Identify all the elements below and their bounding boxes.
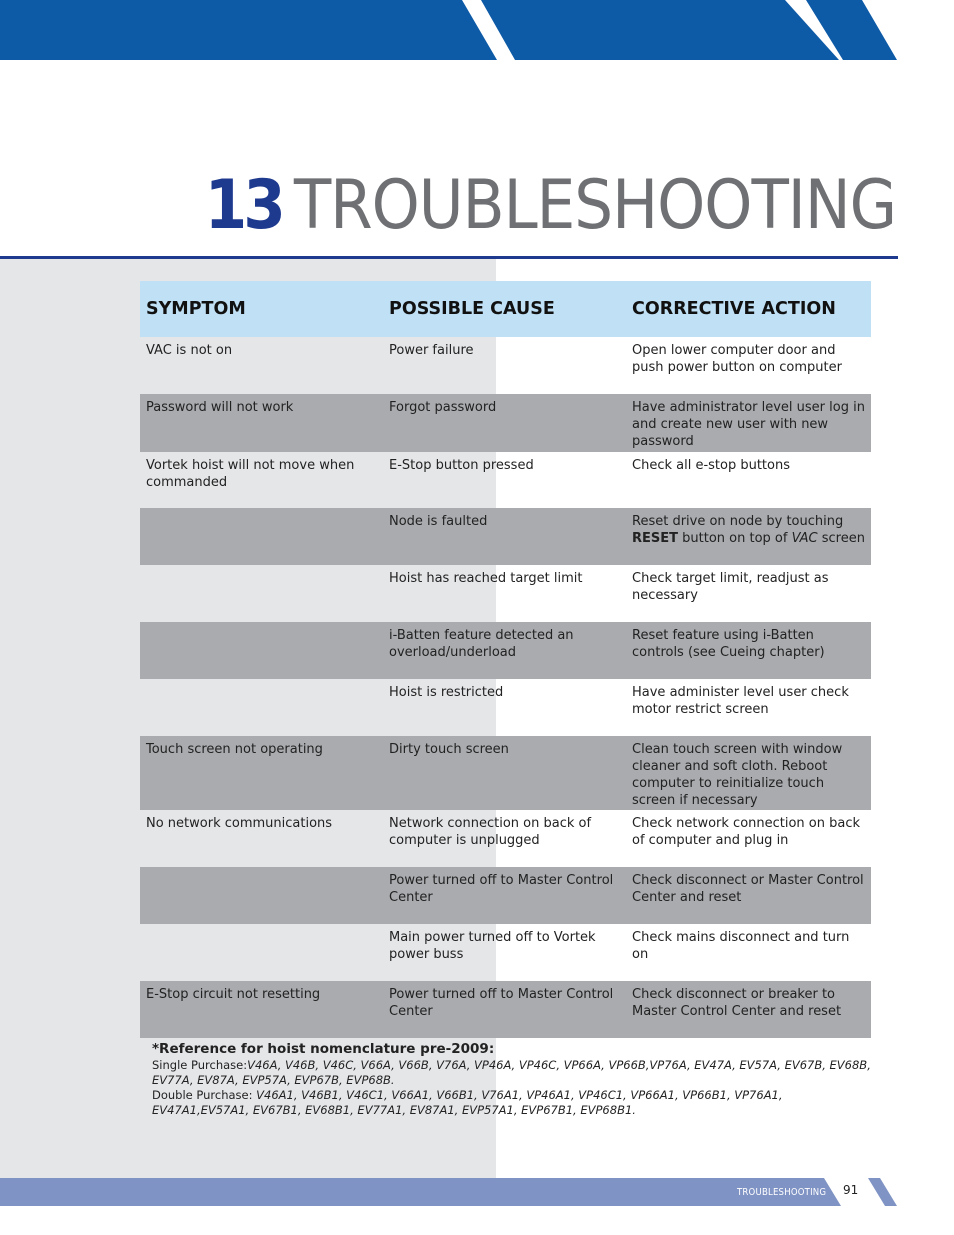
action-text: screen [821, 531, 865, 546]
symptom-cell: E-Stop circuit not resetting [140, 981, 383, 1038]
action-cell: Clean touch screen with window cleaner and soft cloth. Reboot computer to reinitialize touch screen if necessary [626, 736, 871, 810]
reset-keyword: RESET [632, 531, 679, 546]
chapter-title: TROUBLESHOOTING [293, 166, 896, 245]
table-row [140, 337, 871, 394]
action-text: Reset drive on node by touching [632, 514, 844, 529]
cause-cell: Dirty touch screen [383, 736, 626, 810]
header-symptom: SYMPTOM [140, 281, 383, 337]
cause-cell: Hoist is restricted [389, 685, 504, 700]
single-purchase-models: V46A, V46B, V46C, V66A, V66B, V76A, VP46A, VP46C, VP66A, VP66B,VP76A, EV47A, EV57A, EV67B, EV68B, EV77A, EV87A, EVP57A, EVP67B, EVP68B. [152, 1058, 871, 1087]
cause-cell: Power turned off to Master Control Center [383, 981, 626, 1038]
top-banner [0, 0, 954, 60]
footer-section-label: TROUBLESHOOTING [737, 1187, 827, 1198]
table-row [140, 452, 871, 508]
symptom-cell [140, 924, 383, 981]
cause-cell: Forgot password [383, 394, 626, 452]
notes-heading: *Reference for hoist nomenclature pre-2009: [152, 1041, 495, 1057]
symptom-cell [140, 622, 383, 679]
action-cell: Reset feature using i-Batten controls (see Cueing chapter) [626, 622, 871, 679]
action-text: button on top of [682, 531, 788, 546]
chapter-heading [205, 166, 896, 246]
vac-keyword: VAC [791, 531, 818, 546]
cause-cell: Power failure [389, 343, 474, 358]
table-row [140, 622, 871, 679]
action-cell: Check all e-stop buttons [632, 458, 790, 473]
table-row [140, 810, 871, 867]
action-cell: Check disconnect or Master Control Center and reset [626, 867, 871, 924]
troubleshooting-table [140, 281, 871, 1038]
symptom-cell [140, 867, 383, 924]
header-corrective-action: CORRECTIVE ACTION [626, 281, 871, 337]
table-row [140, 679, 871, 736]
table-row [140, 867, 871, 924]
table-row [140, 508, 871, 565]
cause-cell: Hoist has reached target limit [389, 571, 583, 586]
cause-cell: E-Stop button pressed [389, 458, 534, 473]
cause-cell: Power turned off to Master Control Center [383, 867, 626, 924]
symptom-cell [140, 508, 383, 565]
symptom-cell: No network communications [146, 816, 333, 831]
action-cell: Check disconnect or breaker to Master Control Center and reset [626, 981, 871, 1038]
action-cell [626, 508, 871, 565]
double-purchase-label: Double Purchase: [152, 1088, 257, 1102]
single-purchase-label: Single Purchase: [152, 1058, 248, 1072]
symptom-cell [140, 679, 383, 736]
table-row [140, 981, 871, 1038]
double-purchase-models: V46A1, V46B1, V46C1, V66A1, V66B1, V76A1, VP46A1, VP46C1, VP66A1, VP66B1, VP76A1, EV47A1,EV57A1, EV67B1, EV68B1, EV77A1, EV87A1, EVP57A1, EVP67B1, EVP68B1. [152, 1088, 783, 1117]
cause-cell: i-Batten feature detected an overload/underload [383, 622, 626, 679]
action-cell: Have administer level user check motor restrict screen [632, 685, 849, 717]
symptom-cell: VAC is not on [146, 343, 233, 358]
cause-cell: Main power turned off to Vortek power buss [389, 930, 596, 962]
table-row [140, 394, 871, 452]
action-cell: Check network connection on back of computer and plug in [632, 816, 861, 848]
table-row [140, 736, 871, 810]
title-rule [0, 256, 898, 259]
page-number: 91 [843, 1183, 859, 1197]
table-header-row [140, 281, 871, 337]
header-possible-cause: POSSIBLE CAUSE [383, 281, 626, 337]
action-cell: Have administrator level user log in and create new user with new password [626, 394, 871, 452]
action-cell: Check target limit, readjust as necessary [632, 571, 829, 603]
symptom-cell: Vortek hoist will not move when commanded [146, 458, 355, 490]
action-cell: Check mains disconnect and turn on [632, 930, 850, 962]
chapter-number: 13 [204, 166, 282, 245]
nomenclature-notes [152, 1041, 872, 1118]
symptom-cell: Touch screen not operating [140, 736, 383, 810]
symptom-cell: Password will not work [140, 394, 383, 452]
cause-cell: Network connection on back of computer is unplugged [389, 816, 592, 848]
single-purchase-line [152, 1058, 872, 1088]
cause-cell: Node is faulted [383, 508, 626, 565]
double-purchase-line [152, 1088, 872, 1118]
table-row [140, 565, 871, 622]
table-row [140, 924, 871, 981]
action-cell: Open lower computer door and push power button on computer [632, 343, 842, 375]
symptom-cell [140, 565, 383, 622]
